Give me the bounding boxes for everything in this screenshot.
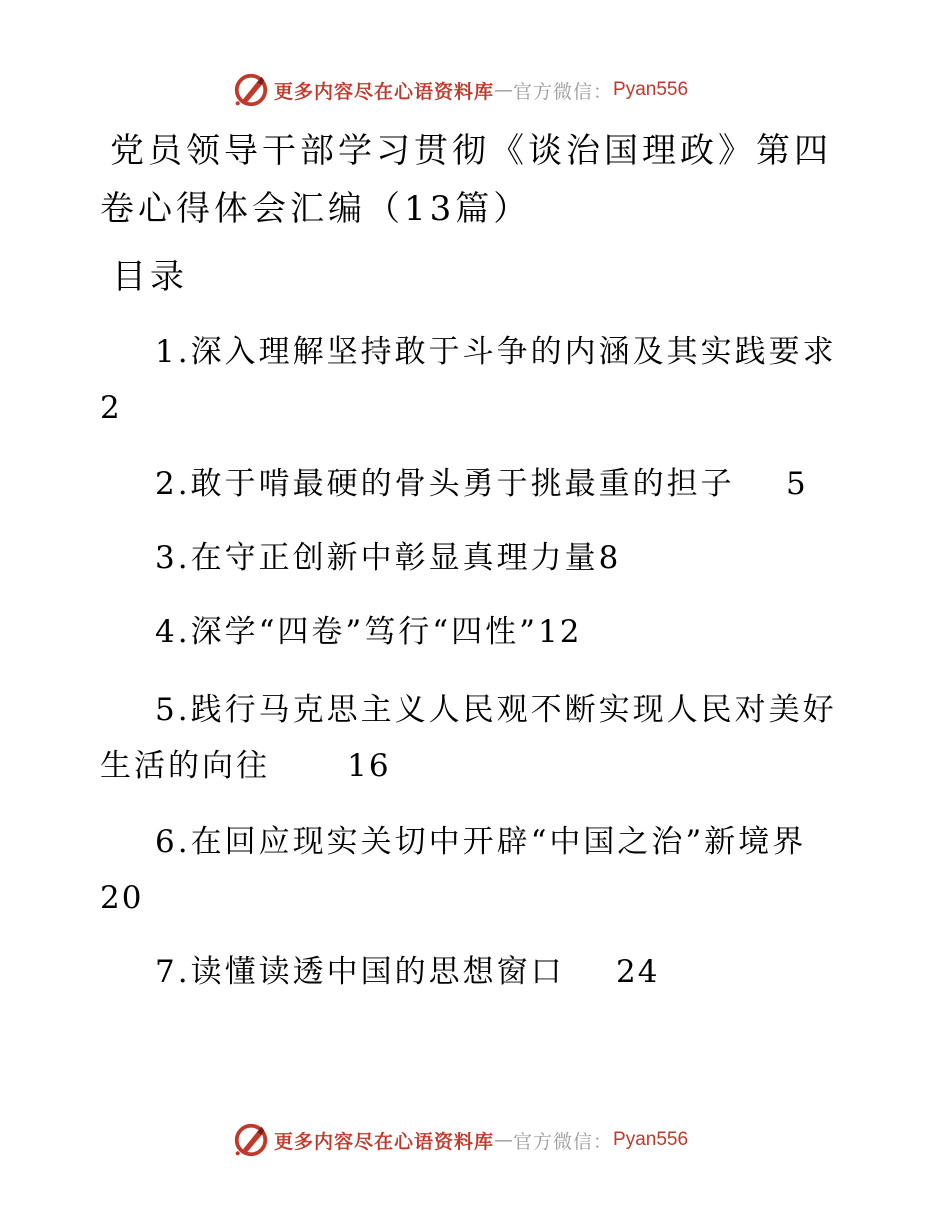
toc-item-text: 3.在守正创新中彰显真理力量 bbox=[155, 540, 599, 576]
toc-item-text: 6.在回应现实关切中开辟“中国之治”新境界 bbox=[155, 824, 807, 860]
toc-item-6[interactable] bbox=[100, 814, 840, 926]
toc-item-3[interactable] bbox=[100, 530, 840, 586]
watermark-contact-label: 官方微信： bbox=[513, 80, 614, 103]
header-watermark bbox=[232, 70, 688, 110]
toc-item-text: 1.深入理解坚持敢于斗争的内涵及其实践要求 bbox=[155, 334, 837, 370]
watermark-dash: — bbox=[494, 1129, 514, 1151]
toc-item-page: 12 bbox=[537, 614, 582, 650]
toc-item-page: 24 bbox=[616, 954, 660, 990]
toc-item-5[interactable] bbox=[100, 682, 840, 794]
toc-item-4[interactable] bbox=[100, 604, 840, 660]
watermark-dash: — bbox=[494, 79, 514, 101]
toc-item-page: 5 bbox=[786, 466, 808, 502]
watermark-brand: 更多内容尽在心语资料库 bbox=[274, 80, 495, 103]
toc-item-text: 4.深学“四卷”笃行“四性” bbox=[155, 614, 538, 650]
toc-item-1[interactable] bbox=[100, 324, 840, 436]
pen-nib-logo-icon bbox=[232, 71, 270, 109]
watermark-contact-label: 官方微信： bbox=[513, 1130, 614, 1153]
watermark-wechat-id: Pyan556 bbox=[613, 79, 689, 100]
toc-item-page: 20 bbox=[100, 880, 144, 916]
toc-item-text: 7.读懂读透中国的思想窗口 bbox=[155, 954, 565, 990]
toc-heading: 目录 bbox=[112, 257, 188, 297]
toc-item-7[interactable] bbox=[100, 944, 840, 1000]
toc-item-2[interactable] bbox=[100, 456, 840, 512]
toc-item-page: 8 bbox=[598, 540, 621, 576]
pen-nib-logo-icon bbox=[232, 1121, 270, 1159]
toc-item-text: 2.敢于啃最硬的骨头勇于挑最重的担子 bbox=[155, 466, 735, 502]
footer-watermark bbox=[232, 1120, 688, 1160]
watermark-wechat-id: Pyan556 bbox=[613, 1129, 689, 1150]
toc-item-page: 2 bbox=[100, 390, 122, 426]
document-title: 党员领导干部学习贯彻《谈治国理政》第四卷心得体会汇编（13篇） bbox=[100, 131, 832, 229]
toc-item-page: 16 bbox=[347, 748, 391, 784]
toc-item-text: 5.践行马克思主义人民观不断实现人民对美好生活的向往 bbox=[100, 692, 837, 784]
watermark-brand: 更多内容尽在心语资料库 bbox=[274, 1130, 495, 1153]
